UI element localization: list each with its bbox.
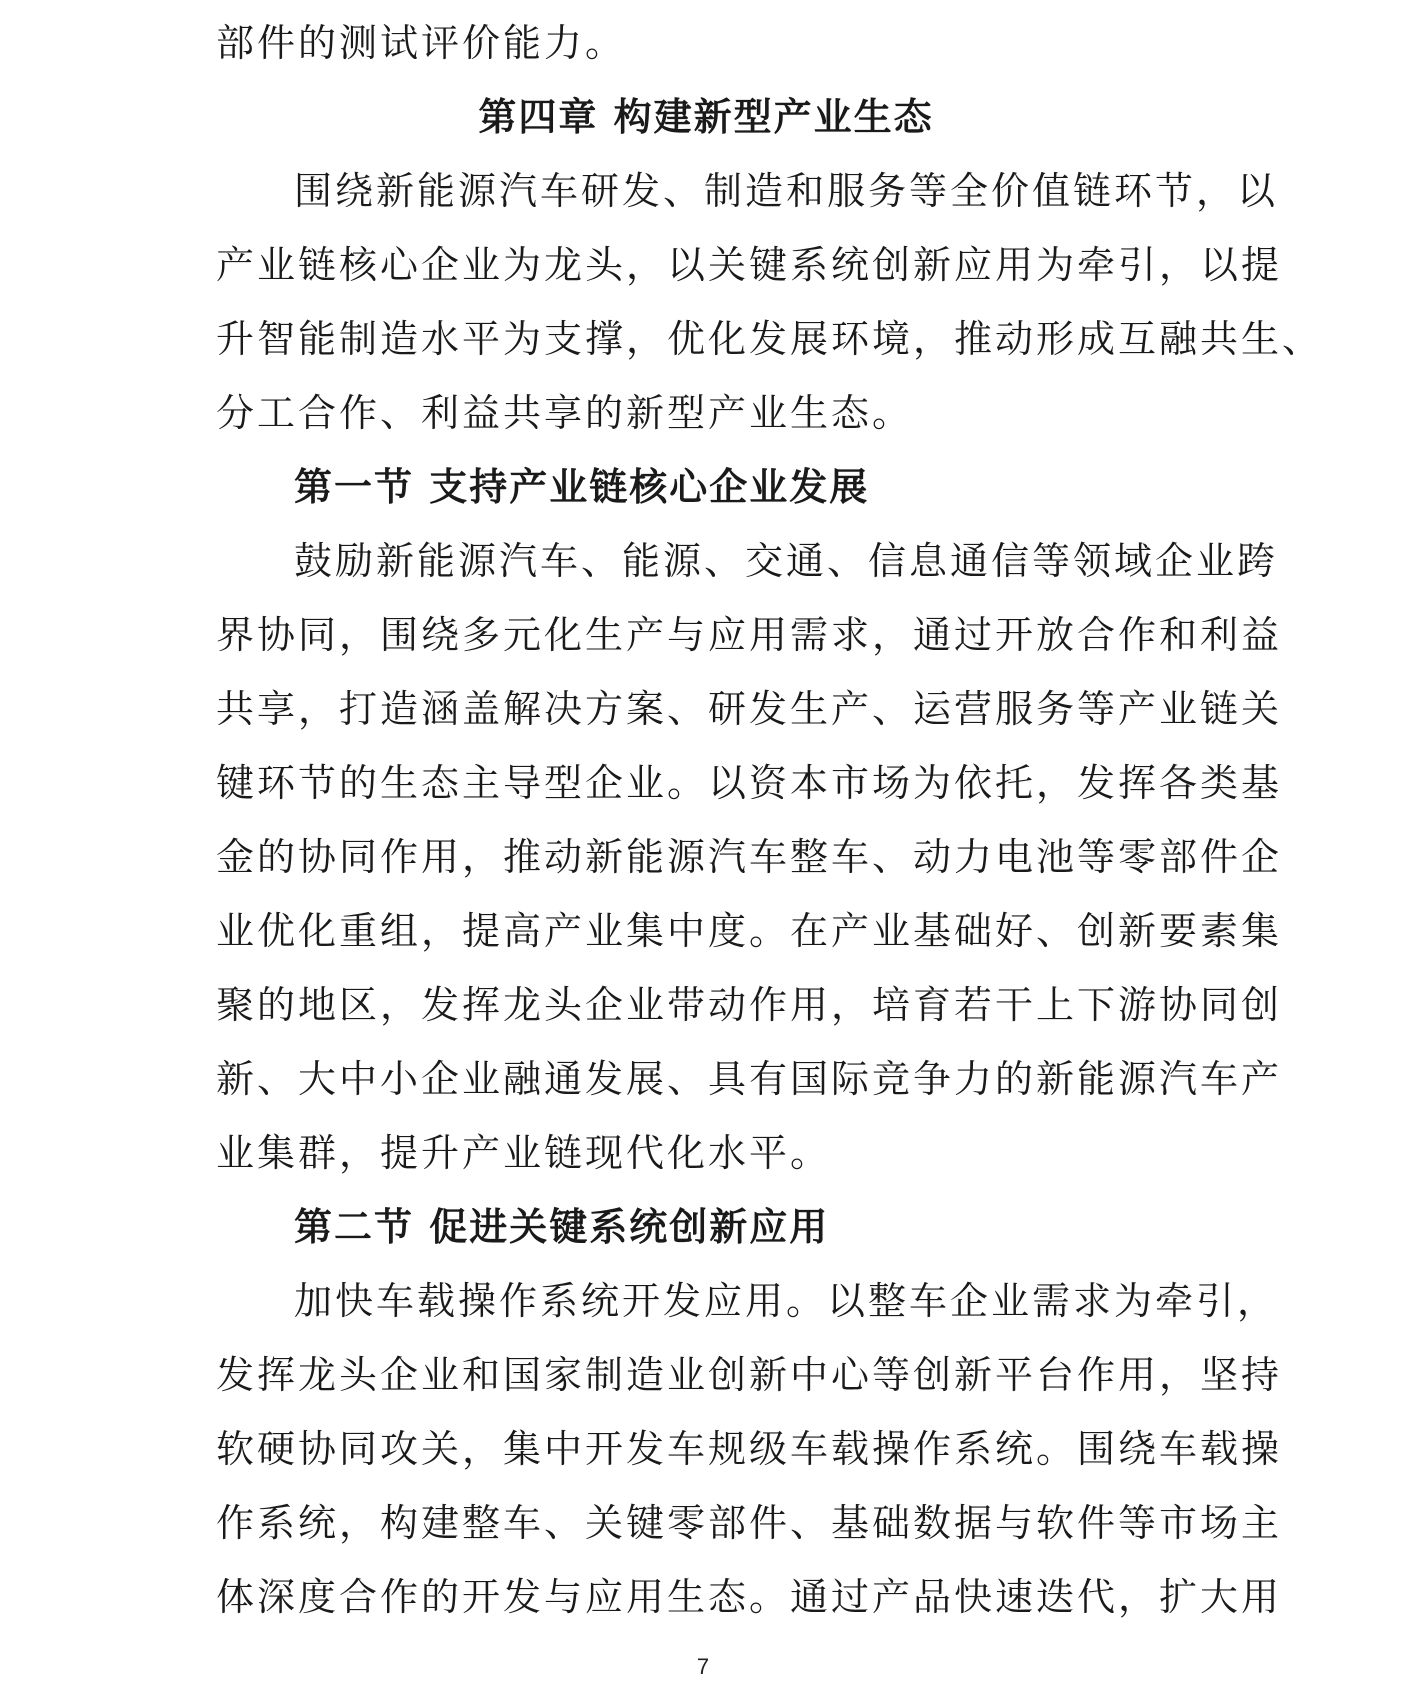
paragraph-line: 发挥龙头企业和国家制造业创新中心等创新平台作用，坚持 [216,1353,1283,1397]
paragraph-line: 鼓励新能源汽车、能源、交通、信息通信等领域企业跨 [294,539,1279,583]
paragraph-line: 围绕新能源汽车研发、制造和服务等全价值链环节，以 [294,169,1279,213]
paragraph-line: 新、大中小企业融通发展、具有国际竞争力的新能源汽车产 [216,1057,1283,1101]
paragraph-line: 键环节的生态主导型企业。以资本市场为依托，发挥各类基 [216,761,1283,805]
paragraph-line: 共享，打造涵盖解决方案、研发生产、运营服务等产业链关 [216,687,1283,731]
paragraph-line: 产业链核心企业为龙头，以关键系统创新应用为牵引，以提 [216,243,1283,287]
paragraph-line: 界协同，围绕多元化生产与应用需求，通过开放合作和利益 [216,613,1283,657]
paragraph-line: 分工合作、利益共享的新型产业生态。 [216,391,914,435]
chapter-heading: 第四章 构建新型产业生态 [478,95,934,139]
document-body [216,6,1324,1634]
section-heading: 第二节 促进关键系统创新应用 [294,1204,830,1249]
section-heading: 第一节 支持产业链核心企业发展 [294,464,870,509]
page-number: 7 [696,1654,710,1679]
paragraph-line: 部件的测试评价能力。 [216,21,627,65]
paragraph-line: 软硬协同攻关，集中开发车规级车载操作系统。围绕车载操 [216,1427,1283,1471]
paragraph-line: 作系统，构建整车、关键零部件、基础数据与软件等市场主 [216,1501,1283,1545]
paragraph-line: 业优化重组，提高产业集中度。在产业基础好、创新要素集 [216,909,1283,953]
paragraph-line: 升智能制造水平为支撑，优化发展环境，推动形成互融共生、 [216,317,1324,361]
paragraph-line: 体深度合作的开发与应用生态。通过产品快速迭代，扩大用 [216,1575,1283,1619]
paragraph-line: 业集群，提升产业链现代化水平。 [216,1131,832,1175]
paragraph-line: 加快车载操作系统开发应用。以整车企业需求为牵引， [294,1279,1279,1323]
paragraph-line: 金的协同作用，推动新能源汽车整车、动力电池等零部件企 [216,835,1283,879]
paragraph-line: 聚的地区，发挥龙头企业带动作用，培育若干上下游协同创 [216,983,1283,1027]
